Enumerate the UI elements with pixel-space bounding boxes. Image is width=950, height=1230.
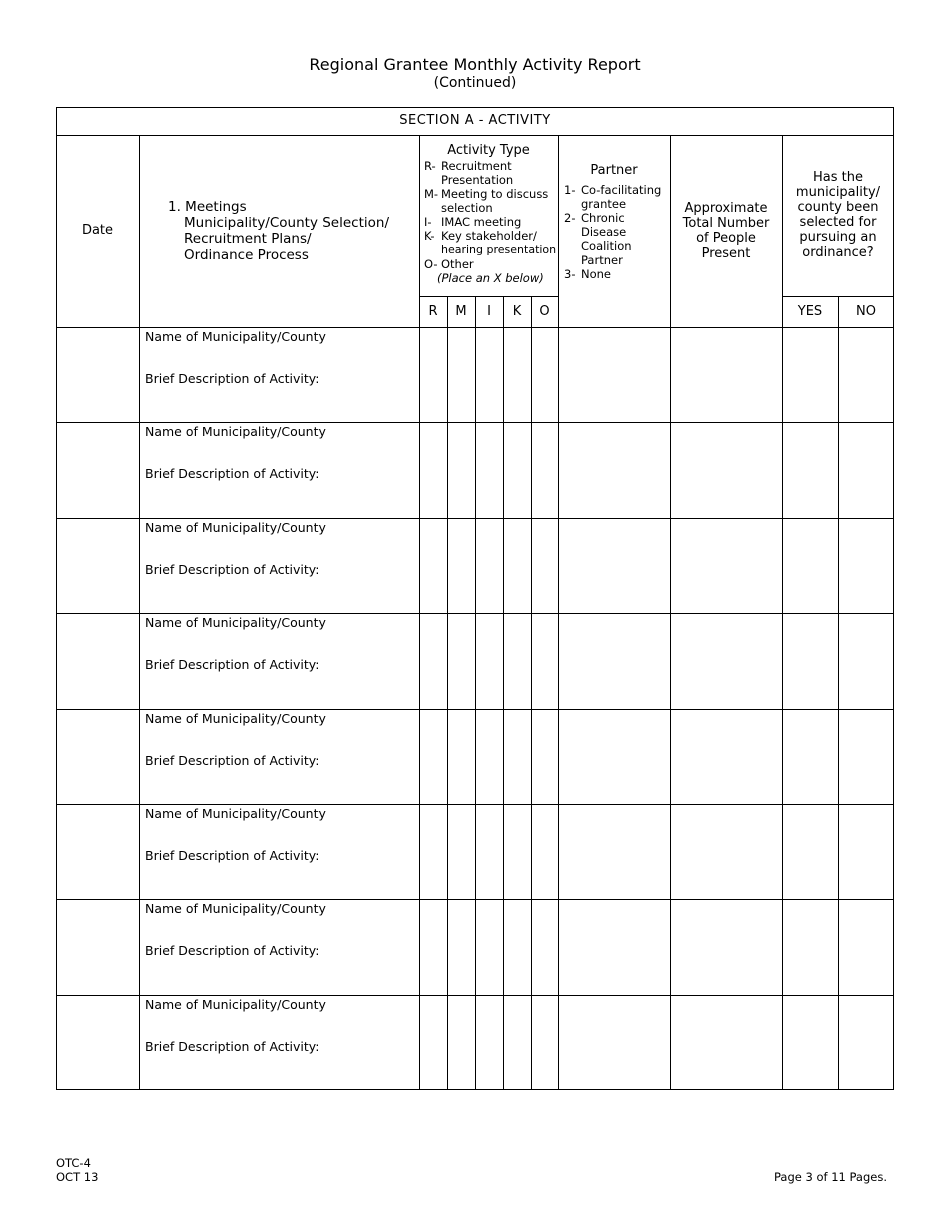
- partner-item-cont: Coalition: [581, 239, 632, 253]
- municipality-name-label: Name of Municipality/County: [145, 615, 326, 631]
- row-divider: [56, 995, 894, 996]
- subcol-i: I: [487, 304, 491, 319]
- activity-description-label: Brief Description of Activity:: [145, 1038, 320, 1054]
- activity-type-item: M- Meeting to discuss: [424, 187, 549, 201]
- ordinance-header: [782, 170, 894, 260]
- people-header-line: Total Number: [682, 216, 770, 231]
- municipality-name-label: Name of Municipality/County: [145, 996, 326, 1012]
- form-id: OTC-4: [56, 1156, 91, 1170]
- section-title: SECTION A - ACTIVITY: [399, 113, 551, 128]
- form-date: OCT 13: [56, 1170, 99, 1184]
- people-header-line: Present: [701, 246, 751, 261]
- activity-type-item-cont: selection: [441, 201, 493, 215]
- header-bottom-line: [56, 327, 894, 328]
- subcol-k: K: [512, 304, 522, 319]
- activity-type-title: Activity Type: [447, 143, 530, 158]
- row-divider: [56, 518, 894, 519]
- subcol-r: R: [428, 304, 438, 319]
- partner-title: Partner: [590, 163, 638, 178]
- meetings-header-line: Ordinance Process: [184, 247, 309, 263]
- activity-type-item: I- IMAC meeting: [424, 215, 522, 229]
- meetings-header-line: Municipality/County Selection/: [184, 215, 389, 231]
- activity-description-label: Brief Description of Activity:: [145, 657, 320, 673]
- ordinance-header-line: selected for: [799, 215, 877, 230]
- activity-description-label: Brief Description of Activity:: [145, 466, 320, 482]
- partner-item: 2- Chronic: [564, 211, 625, 225]
- report-subtitle: (Continued): [433, 75, 517, 91]
- yes-header: YES: [797, 304, 823, 319]
- municipality-name-label: Name of Municipality/County: [145, 329, 326, 344]
- activity-type-item: O- Other: [424, 257, 474, 271]
- activity-description-label: Brief Description of Activity:: [145, 371, 320, 386]
- row-divider: [56, 613, 894, 614]
- page-number: Page 3 of 11 Pages.: [774, 1170, 887, 1184]
- municipality-name-label: Name of Municipality/County: [145, 424, 326, 440]
- subcol-m: M: [455, 304, 467, 319]
- activity-type-item: K- Key stakeholder/: [424, 229, 537, 243]
- ordinance-subheader-line: [782, 296, 894, 297]
- activity-subcol-divider: [447, 296, 448, 1090]
- yes-no-divider: [838, 296, 839, 1090]
- activity-type-legend: [424, 159, 558, 285]
- meetings-header-line: Recruitment Plans/: [184, 231, 312, 247]
- row-divider: [56, 804, 894, 805]
- row-divider: [56, 709, 894, 710]
- ordinance-header-line: pursuing an: [799, 230, 877, 245]
- activity-subcol-divider: [531, 296, 532, 1090]
- municipality-name-label: Name of Municipality/County: [145, 806, 326, 821]
- row-divider: [56, 422, 894, 423]
- ordinance-header-line: county been: [797, 200, 879, 215]
- people-header: [670, 201, 782, 261]
- ordinance-header-line: municipality/: [795, 185, 881, 200]
- partner-item: 1- Co-facilitating: [564, 183, 662, 197]
- meetings-header: [168, 199, 389, 263]
- activity-description-label: Brief Description of Activity:: [145, 943, 320, 959]
- municipality-name-label: Name of Municipality/County: [145, 901, 326, 917]
- ordinance-header-line: ordinance?: [802, 245, 874, 260]
- activity-description-label: Brief Description of Activity:: [145, 752, 320, 768]
- activity-subcol-divider: [503, 296, 504, 1090]
- people-header-line: of People: [696, 231, 756, 246]
- municipality-name-label: Name of Municipality/County: [145, 710, 326, 726]
- partner-item-cont: Partner: [581, 253, 623, 267]
- partner-item: 3- None: [564, 267, 612, 281]
- activity-subcol-divider: [475, 296, 476, 1090]
- partner-item-cont: Disease: [581, 225, 627, 239]
- date-header: Date: [81, 223, 114, 238]
- no-header: NO: [856, 304, 876, 319]
- activity-subheader-line: [419, 296, 558, 297]
- municipality-name-label: Name of Municipality/County: [145, 519, 326, 535]
- meetings-header-line: 1. Meetings: [168, 199, 247, 215]
- section-divider: [56, 135, 894, 136]
- report-title: Regional Grantee Monthly Activity Report: [309, 55, 641, 74]
- activity-type-item-cont: Presentation: [441, 173, 514, 187]
- subcol-o: O: [539, 304, 550, 319]
- row-divider: [56, 899, 894, 900]
- activity-type-note: (Place an X below): [437, 271, 544, 285]
- ordinance-header-line: Has the: [813, 170, 863, 185]
- activity-type-item: R- Recruitment: [424, 159, 512, 173]
- activity-type-item-cont: hearing presentation: [441, 243, 557, 256]
- activity-description-label: Brief Description of Activity:: [145, 848, 320, 863]
- partner-item-cont: grantee: [581, 197, 627, 211]
- partner-legend: [564, 183, 668, 281]
- people-header-line: Approximate: [684, 201, 768, 216]
- activity-description-label: Brief Description of Activity:: [145, 561, 320, 577]
